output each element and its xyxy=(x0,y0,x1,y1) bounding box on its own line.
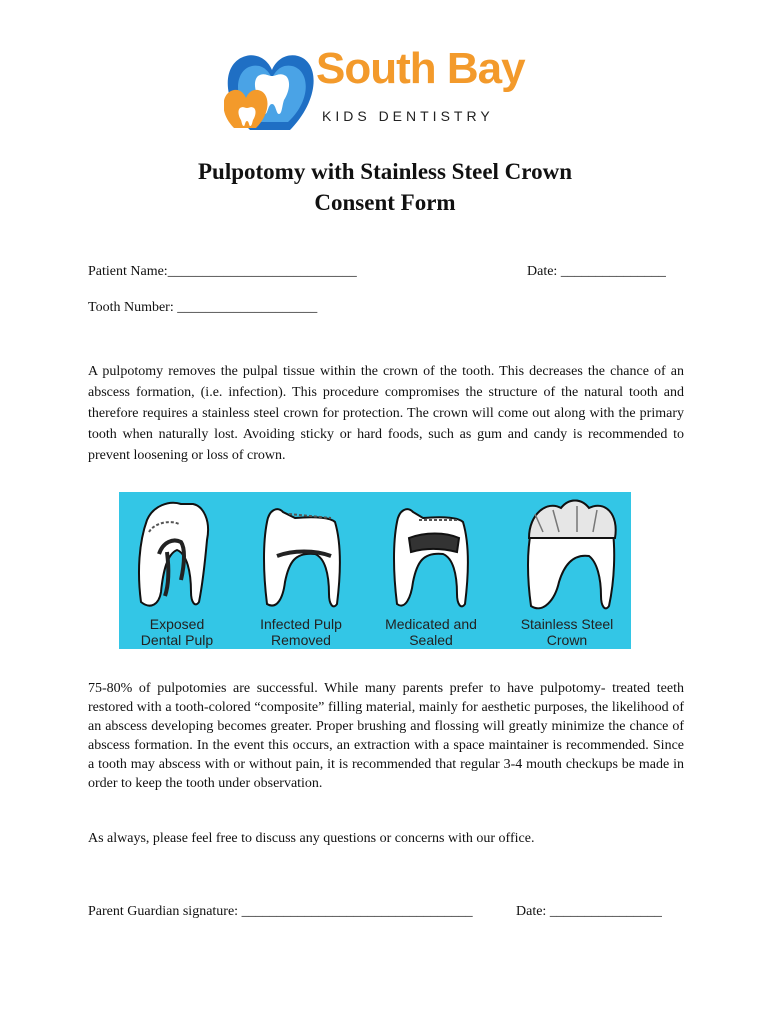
caption-2: Infected Pulp Removed xyxy=(260,616,342,648)
logo-subtitle: KIDS DENTISTRY xyxy=(322,108,494,124)
signature-date-field[interactable]: Date: ________________ xyxy=(516,904,662,919)
logo-name: South Bay xyxy=(316,44,525,93)
tooth-pulp-removed-icon xyxy=(264,509,340,606)
caption-3: Medicated and Sealed xyxy=(385,616,477,648)
tooth-medicated-sealed-icon xyxy=(394,509,468,606)
caption-1: Exposed Dental Pulp xyxy=(140,616,214,648)
success-paragraph: 75-80% of pulpotomies are successful. While many parents prefer to have pulpotomy- treated teeth restored with a tooth-colored “composite” filling material, mainly for aesthetic purposes, the likelihood of an abscess developing becomes greater. Proper brushing and flossing will greatly minimize the chance of abscess formation. In the event this occurs, an extraction with a space maintainer is recommended. Since a tooth may abscess with or without pain, it is recommended that regular 3-4 mouth checkups be made in order to keep the tooth under observation. xyxy=(88,681,684,791)
page-subtitle: Consent Form xyxy=(314,190,456,215)
contact-paragraph: As always, please feel free to discuss any questions or concerns with our office. xyxy=(88,831,535,846)
date-field[interactable]: Date: _______________ xyxy=(527,264,666,279)
pulpotomy-figure xyxy=(119,492,631,649)
description-paragraph: A pulpotomy removes the pulpal tissue within the crown of the tooth. This decreases the chance of an abscess formation, (i.e. infection). This procedure compromises the structure of the natural tooth and therefore requires a stainless steel crown for protection. The crown will come out along with the primary tooth when naturally lost. Avoiding sticky or hard foods, such as gum and candy is recommended to prevent loosening or loss of crown. xyxy=(88,364,684,463)
logo xyxy=(224,42,534,142)
signature-field[interactable]: Parent Guardian signature: _________________________________ xyxy=(88,904,473,919)
tooth-heart-logo-icon xyxy=(224,42,314,134)
tooth-steel-crown-icon xyxy=(528,501,616,609)
tooth-number-field[interactable]: Tooth Number: ____________________ xyxy=(88,300,318,315)
caption-4: Stainless Steel Crown xyxy=(520,616,614,648)
tooth-exposed-pulp-icon xyxy=(139,503,208,606)
patient-name-field[interactable]: Patient Name:___________________________ xyxy=(88,264,357,279)
page-title: Pulpotomy with Stainless Steel Crown xyxy=(198,159,572,184)
